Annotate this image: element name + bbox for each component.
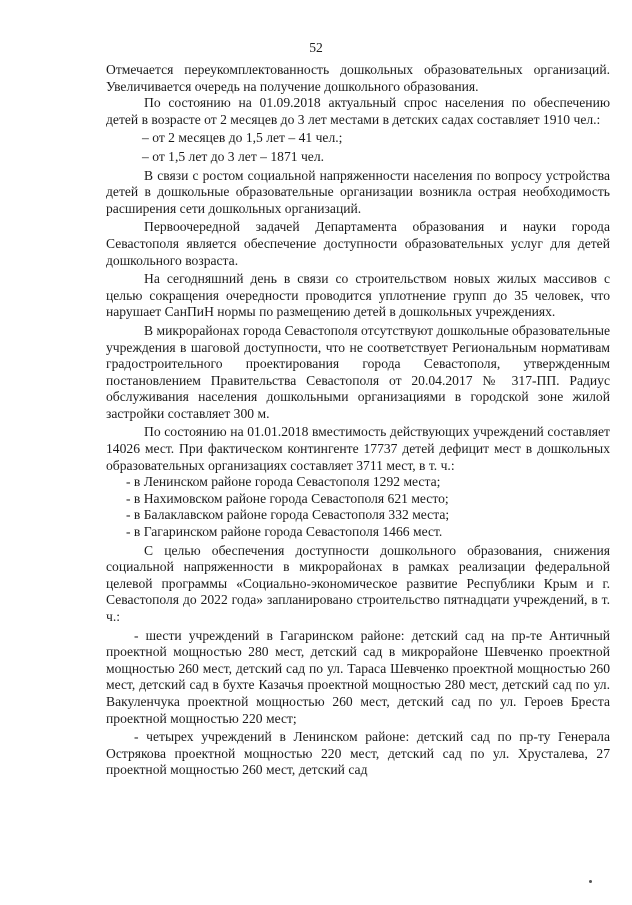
paragraph-construction: На сегодняшний день в связи со строительством новых жилых массивов с целью сокращения очередности проводится уплотнение групп до 35 человек, что нарушает СанПиН нормы по размещению детей в дошкольных учреждениях. (106, 271, 610, 320)
document-body (106, 62, 610, 779)
paragraph-microdistricts: В микрорайонах города Севастополя отсутствуют дошкольные образовательные учреждения в шаговой доступности, что не соответствует Региональным нормативам градостроительного проектирования города Севастополя, утвержденным постановлением Правительства Севастополя от 20.04.2017 № 317-ПП. Радиус обслуживания населения дошкольными организациями в городской зоне жилой застройки составляет 300 м. (106, 322, 610, 421)
list-item-district-balaklavsky: - в Балаклавском районе города Севастополя 332 места; (126, 507, 450, 523)
scan-speck (589, 880, 592, 883)
list-item-leninsky-schools: - четырех учреждений в Ленинском районе: детский сад по пр-ту Генерала Острякова проектной мощностью 220 мест, детский сад по ул. Хрусталева, 27 проектной мощностью 260 мест, детский сад (106, 729, 610, 778)
paragraph-overcrowding: Отмечается переукомплектованность дошкольных образовательных организаций. Увеличивается очередь на получение дошкольного образования. (106, 62, 610, 94)
paragraph-program: С целью обеспечения доступности дошкольного образования, снижения социальной напряженности в микрорайонах в рамках реализации федеральной целевой программы «Социально-экономическое развитие Республики Крым и г. Севастополя до 2022 года» запланировано строительство пятнадцати учреждений, в т. ч.: (106, 542, 610, 624)
list-item-district-leninsky: - в Ленинском районе города Севастополя 1292 места; (126, 474, 441, 490)
paragraph-capacity: По состоянию на 01.01.2018 вместимость действующих учреждений составляет 14026 мест. При фактическом контингенте 17737 детей дефицит мест в дошкольных образовательных организациях составляет 3711 мест, в т. ч.: (106, 424, 610, 473)
list-item-district-nakhimovsky: - в Нахимовском районе города Севастополя 621 место; (126, 490, 449, 506)
paragraph-tension: В связи с ростом социальной напряженности населения по вопросу устройства детей в дошкольные образовательные организации возникла острая необходимость расширения сети дошкольных организаций. (106, 167, 610, 216)
list-item-district-gagarinsky: - в Гагаринском районе города Севастополя 1466 мест. (126, 524, 443, 540)
list-item-demand-2: – от 1,5 лет до 3 лет – 1871 чел. (142, 148, 324, 164)
list-item-gagarinsky-schools: - шести учреждений в Гагаринском районе: детский сад на пр-те Античный проектной мощностью 280 мест, детский сад в микрорайоне Шевченко проектной мощностью 260 мест, детский сад по ул. Тараса Шевченко проектной мощностью 260 мест, детский сад в бухте Казачья проектной мощностью 280 мест, детский сад по ул. Вакуленчука проектной мощностью 260 мест, детский сад по ул. Героев Бреста проектной мощностью 220 мест; (106, 627, 610, 726)
page-number: 52 (309, 40, 323, 55)
list-item-demand-1: – от 2 месяцев до 1,5 лет – 41 чел.; (142, 130, 343, 146)
paragraph-demand: По состоянию на 01.09.2018 актуальный спрос населения по обеспечению детей в возрасте от 2 месяцев до 3 лет местами в детских садах составляет 1910 чел.: (106, 95, 610, 127)
paragraph-priority: Первоочередной задачей Департамента образования и науки города Севастополя является обеспечение доступности образовательных услуг для детей дошкольного возраста. (106, 219, 610, 268)
